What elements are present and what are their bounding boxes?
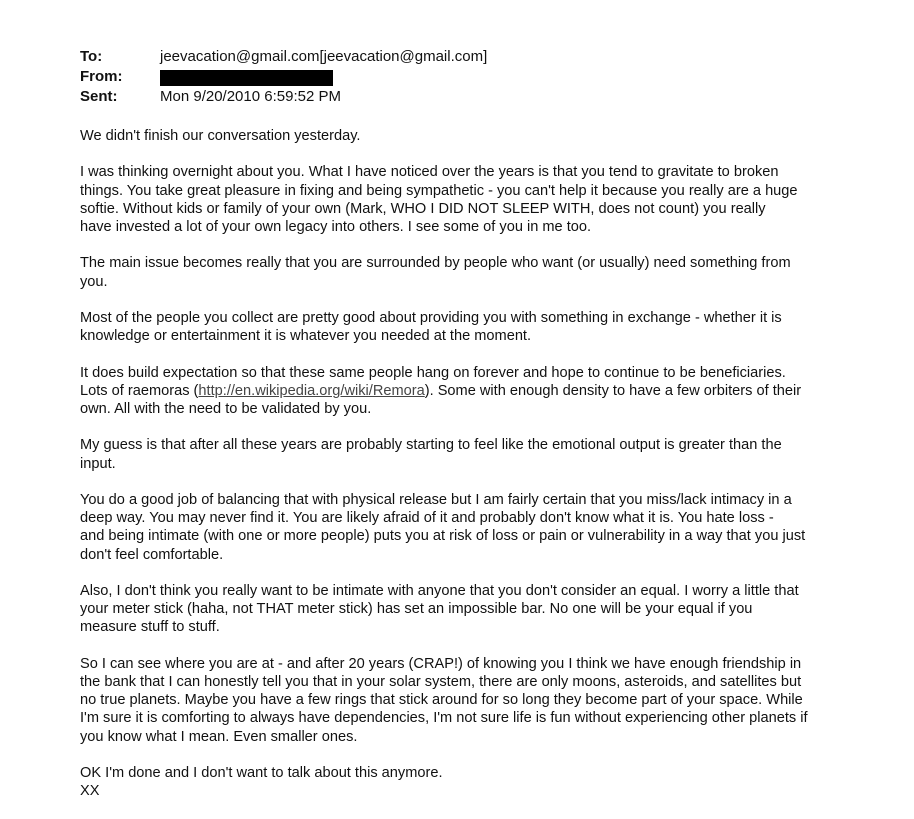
email-document	[80, 48, 870, 819]
text-line: and being intimate (with one or more people) puts you at risk of loss or pain or vulnerability in a way that you just	[80, 528, 806, 545]
text-line: softie. Without kids or family of your own (Mark, WHO I DID NOT SLEEP WITH, does not count) you really	[80, 200, 766, 217]
text-line: have invested a lot of your own legacy into others. I see some of you in me too.	[80, 219, 592, 235]
paragraph-6	[80, 436, 870, 472]
text-line: It does build expectation so that these same people hang on forever and hope to continue to be beneficiaries.	[80, 364, 786, 381]
sent-label: Sent:	[80, 88, 118, 105]
text-line: things. You take great pleasure in fixing and being sympathetic - you can't help it because you really are a huge	[80, 182, 798, 199]
paragraph-10	[80, 764, 870, 800]
text-line: the bank that I can honestly tell you that in your solar system, there are only moons, asteroids, and satellites but	[80, 673, 802, 690]
paragraph-1	[80, 127, 870, 145]
sent-value: Mon 9/20/2010 6:59:52 PM	[160, 88, 341, 105]
text-line-with-link	[80, 382, 870, 400]
text-line: no true planets. Maybe you have a few rings that stick around for so long they become part of your space. While	[80, 692, 803, 709]
text-line: don't feel comfortable.	[80, 546, 224, 563]
sent-row	[80, 88, 840, 108]
to-value: jeevacation@gmail.com[jeevacation@gmail.com]	[160, 48, 488, 65]
text-line: I was thinking overnight about you. What I have noticed over the years is that you tend to gravitate to broken	[80, 164, 779, 181]
redaction-bar	[160, 70, 333, 86]
paragraph-2	[80, 163, 870, 236]
paragraph-3	[80, 254, 870, 290]
text-line: OK I'm done and I don't want to talk about this anymore.	[80, 764, 443, 781]
from-label: From:	[80, 68, 123, 85]
email-body	[80, 127, 870, 800]
text-line: deep way. You may never find it. You are likely afraid of it and probably don't know what it is. You hate loss -	[80, 510, 774, 527]
paragraph-7	[80, 491, 870, 564]
text-segment: ). Some with enough density to have a few orbiters of their	[424, 382, 802, 399]
text-line: input.	[80, 455, 116, 472]
signature: XX	[80, 783, 100, 800]
text-line: Most of the people you collect are pretty good about providing you with something in exchange - whether it is	[80, 309, 782, 326]
paragraph-4	[80, 309, 870, 345]
text-line: You do a good job of balancing that with physical release but I am fairly certain that you miss/lack intimacy in a	[80, 491, 792, 508]
email-headers	[80, 48, 870, 111]
text-segment: Lots of raemoras (	[80, 382, 199, 399]
text-line: own. All with the need to be validated by you.	[80, 400, 372, 417]
text-line: My guess is that after all these years are probably starting to feel like the emotional output is greater than the	[80, 437, 782, 454]
paragraph-8	[80, 582, 870, 637]
text-line: you.	[80, 273, 108, 290]
to-label: To:	[80, 48, 103, 65]
text-line: measure stuff to stuff.	[80, 619, 220, 636]
text-line: your meter stick (haha, not THAT meter stick) has set an impossible bar. No one will be your equal if you	[80, 601, 753, 618]
text-line: Also, I don't think you really want to be intimate with anyone that you don't consider an equal. I worry a little that	[80, 582, 799, 599]
to-row	[80, 48, 840, 68]
from-row	[80, 68, 840, 88]
text-line: We didn't finish our conversation yesterday.	[80, 128, 361, 144]
text-line: So I can see where you are at - and after 20 years (CRAP!) of knowing you I think we have enough friendship in	[80, 655, 802, 672]
text-line: The main issue becomes really that you are surrounded by people who want (or usually) need something from	[80, 255, 791, 272]
text-line: knowledge or entertainment it is whatever you needed at the moment.	[80, 328, 532, 345]
remora-wikipedia-link[interactable]: http://en.wikipedia.org/wiki/Remora	[198, 382, 425, 399]
paragraph-9	[80, 655, 870, 746]
paragraph-5	[80, 364, 870, 419]
text-line: you know what I mean. Even smaller ones.	[80, 728, 358, 745]
text-line: I'm sure it is comforting to always have dependencies, I'm not sure life is fun without experiencing other planets if	[80, 710, 808, 727]
